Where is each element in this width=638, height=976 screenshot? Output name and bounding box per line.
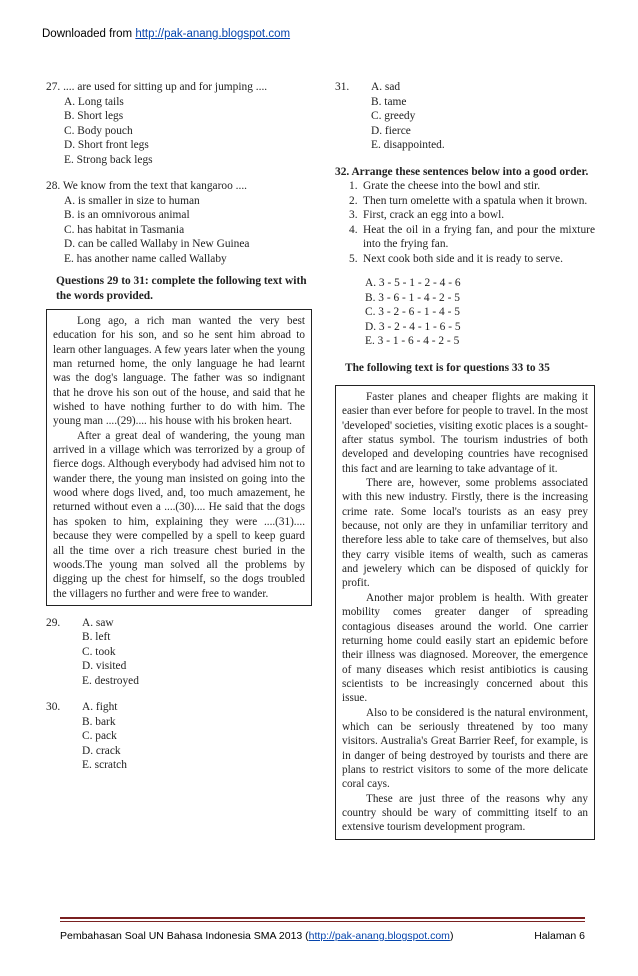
option: E. has another name called Wallaby [64, 252, 227, 265]
question-31 [335, 80, 595, 153]
option: E. 3 - 1 - 6 - 4 - 2 - 5 [365, 335, 460, 347]
option: E. scratch [82, 759, 127, 772]
header-prefix: Downloaded from [42, 28, 136, 40]
question-stem: 32. Arrange these sentences below into a good order. [335, 165, 589, 178]
option: C. took [82, 645, 116, 658]
passage-29-31 [46, 309, 312, 606]
passage-paragraph: There are, however, some problems associated with this new industry. Firstly, there is the increasing crime rate. Some local's tourists as an easy prey because, not only are they in unfamiliar territory and therefore less able to take care of themselves, but also they carry visible items of wealth, such as cameras and jewelery which can be disposed of quickly for profit. [342, 477, 588, 590]
option: C. greedy [371, 110, 416, 122]
option: E. Strong back legs [64, 153, 153, 166]
left-column [46, 80, 312, 780]
footer-link[interactable]: http://pak-anang.blogspot.com [308, 930, 450, 942]
passage-paragraph: These are just three of the reasons why any country should be wary of committing itself to an extensive tourism development program. [342, 792, 588, 834]
question-number: 30. [46, 701, 61, 714]
question-number: 29. [46, 616, 61, 629]
option: A. 3 - 5 - 1 - 2 - 4 - 6 [365, 277, 461, 289]
question-32 [335, 165, 595, 349]
header-link[interactable]: http://pak-anang.blogspot.com [135, 28, 291, 40]
step-item: 1. Grate the cheese into the bowl and stir. [349, 180, 541, 192]
footer-prefix: Pembahasan Soal UN Bahasa Indonesia SMA 2013 ( [60, 930, 309, 942]
passage-paragraph: Also to be considered is the natural environment, which can be seriously threatened by too many visitors. Australia's Great Barrier Reef, for example, is in danger of being destroyed by tourists and there are plans to restrict visitors to some of the more delicate coral cays. [342, 706, 588, 791]
question-stem: 27. .... are used for sitting up and for jumping .... [46, 81, 268, 93]
option: B. 3 - 6 - 1 - 4 - 2 - 5 [365, 291, 460, 304]
option: A. fight [82, 701, 118, 714]
option: B. left [82, 631, 111, 644]
passage-paragraph: After a great deal of wandering, the young man arrived in a village which was terrorized by a group of fierce dogs. Although everybody had advised him not to wander there, the young man insisted on going into the wood where dogs lived, and, too much amazement, he returned without even a ....(30).... He said that the dogs has spoken to him, explaining they were ....(31).... because they were compelled by a spell to keep guard all the time over a rich treasure chest buried in the woods.The young man solved all the problems by digging up the chest for himself, so the dogs troubled the villagers no further and were free to wander. [53, 429, 305, 600]
right-column [335, 80, 595, 850]
footer-rule-thin [60, 921, 585, 922]
option: B. bark [82, 715, 116, 728]
step-item: 4. Heat the oil in a frying fan, and pour the mixture into the frying fan. [349, 223, 595, 250]
page-footer [60, 930, 585, 942]
option: D. visited [82, 660, 127, 673]
option: A. is smaller in size to human [64, 194, 200, 207]
footer-suffix: ) [449, 930, 454, 942]
question-27 [46, 80, 312, 167]
option: A. sad [371, 81, 401, 93]
option: C. 3 - 2 - 6 - 1 - 4 - 5 [365, 306, 460, 318]
option: A. saw [82, 616, 114, 629]
option: E. destroyed [82, 674, 139, 687]
option: D. fierce [371, 124, 411, 137]
instructions-33-35: The following text is for questions 33 to 35 [345, 361, 550, 374]
page-header [42, 28, 290, 40]
passage-paragraph: Faster planes and cheaper flights are making it easier than ever before for people to travel. In the most 'developed' societies, visiting exotic places is a sought-after status symbol. The tourism industries of both developed and developing countries have recognised this fact and are learning to take advantage of it. [342, 391, 588, 475]
question-29 [46, 616, 312, 689]
option: D. 3 - 2 - 4 - 1 - 6 - 5 [365, 320, 461, 333]
passage-33-35 [335, 385, 595, 840]
passage-paragraph: Long ago, a rich man wanted the very best education for his son, and so he sent him abroad to learn other languages. A few years later when the young man returned home, the only language he had learnt was the dog's language. The father was so indignant that he drove his son out of the house, and said that he wished to have nothing further to do with him. The young man ....(29).... his house with his broken heart. [53, 315, 305, 428]
option: D. can be called Wallaby in New Guinea [64, 238, 250, 250]
question-30 [46, 700, 312, 773]
option: B. tame [371, 95, 407, 108]
step-item: 2. Then turn omelette with a spatula when it brown. [349, 194, 588, 207]
step-item: 5. Next cook both side and it is ready to serve. [349, 252, 563, 265]
option: B. is an omnivorous animal [64, 209, 190, 221]
question-28 [46, 179, 312, 266]
question-number: 31. [335, 81, 350, 93]
option: C. Body pouch [64, 124, 133, 137]
option: B. Short legs [64, 110, 124, 122]
passage-paragraph: Another major problem is health. With greater mobility comes greater danger of spreading contagious diseases around the world. One carrier returning home could easily start an epidemic before their illness was diagnosed. Moreover, the emergence of many diseases which resist antibiotics is causing scientists to be increasingly concerned about this issue. [342, 591, 588, 705]
option: D. crack [82, 744, 121, 757]
footer-rule [60, 917, 585, 919]
page-number: Halaman 6 [534, 930, 585, 942]
option: A. Long tails [64, 95, 124, 108]
option: C. pack [82, 730, 117, 743]
option: E. disappointed. [371, 139, 445, 151]
instructions-29-31: Questions 29 to 31: complete the following text with the words provided. [56, 275, 307, 302]
option: C. has habitat in Tasmania [64, 223, 185, 236]
option: D. Short front legs [64, 139, 149, 151]
step-item: 3. First, crack an egg into a bowl. [349, 209, 505, 221]
question-stem: 28. We know from the text that kangaroo .... [46, 180, 248, 192]
